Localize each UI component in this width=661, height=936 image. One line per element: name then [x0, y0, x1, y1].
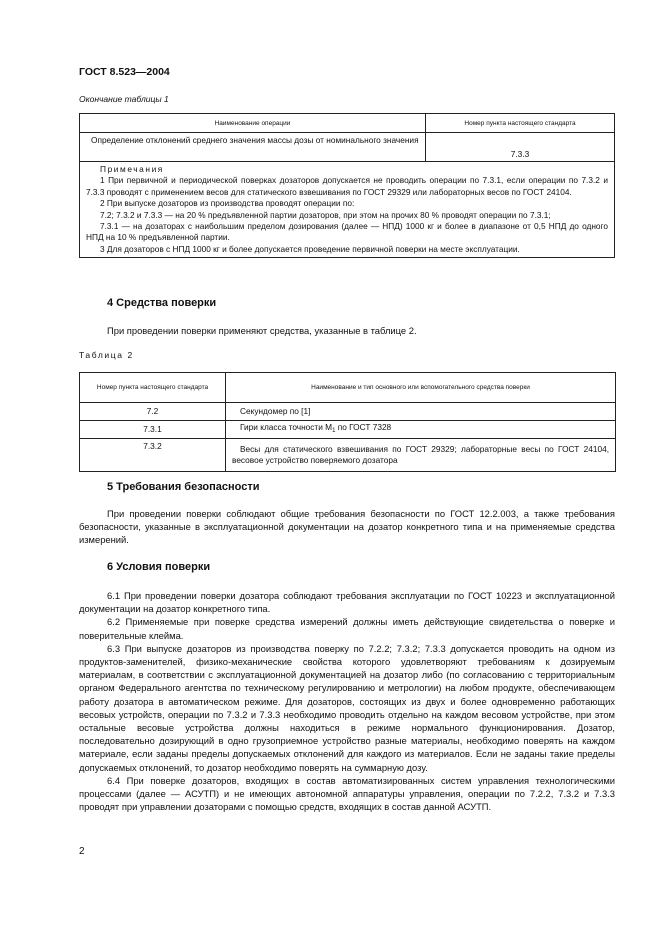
table-row — [80, 439, 616, 472]
table2-name-text — [232, 422, 609, 437]
section-6-paragraph: 6.4 При поверке дозаторов, входящих в состав автоматизированных систем управления технологическими процессами (далее — АСУТП) и не имеющих автономной аппаратуры управления, операции по 7.2.2, 7.3.2 и 7.3.3 проводят при управлении дозаторами с помощью средств, входящих в состав данной АСУТП. — [79, 774, 615, 813]
section-5-paragraph: При проведении поверки соблюдают общие требования безопасности по ГОСТ 12.2.003, а также требования безопасности, указанные в эксплуатационной документации на дозатор конкретного типа и на применяемые средства измерений. — [79, 508, 615, 546]
table2-caption: Таблица 2 — [79, 350, 134, 360]
note-item: 7.2; 7.3.2 и 7.3.3 — на 20 % предъявленной партии дозаторов, при этом на прочих 80 % проводят операции по 7.3.1; — [100, 209, 551, 220]
note-item: 2 При выпуске дозаторов из производства проводят операции по: — [100, 198, 355, 209]
section-4-text — [79, 324, 615, 337]
table-1 — [79, 113, 615, 258]
table2-name-text: Весы для статического взвешивания по ГОСТ 29329; лабораторные весы по ГОСТ 24104, весовое устройство поверяемого дозатора — [232, 444, 609, 465]
table2-col2-header: Наименование и тип основного или вспомогательного средства поверки — [226, 373, 616, 403]
section-4-title: 4 Средства поверки — [107, 297, 217, 309]
table1-operation-cell: Определение отклонений среднего значения массы дозы от номинального значения — [80, 133, 426, 162]
document-header: ГОСТ 8.523—2004 — [79, 66, 170, 78]
table1-col1-header: Наименование операции — [80, 114, 426, 133]
section-6-text — [79, 589, 615, 813]
table2-ref-cell: 7.3.2 — [80, 439, 226, 472]
section-4-paragraph: При проведении поверки применяют средства, указанные в таблице 2. — [107, 325, 417, 336]
subscript: 1 — [332, 428, 336, 434]
note-item: 3 Для дозаторов с НПД 1000 кг и более допускается проведение первичной поверки на месте эксплуатации. — [100, 243, 520, 254]
table2-ref-cell: 7.2 — [80, 403, 226, 421]
notes-title: Примечания — [100, 164, 164, 174]
table1-caption: Окончание таблицы 1 — [79, 94, 169, 104]
page-number: 2 — [79, 846, 85, 857]
section-5-title: 5 Требования безопасности — [107, 481, 260, 493]
table2-name-text: Секундомер по [1] — [240, 406, 311, 416]
name-text-main: Гири класса точности М — [240, 422, 333, 432]
table-row — [80, 421, 616, 439]
table1-ref-cell: 7.3.3 — [426, 133, 615, 162]
section-5-text — [79, 507, 615, 547]
section-6-paragraph: 6.3 При выпуске дозаторов из производства поверку по 7.2.2; 7.3.2; 7.3.3 допускается проводить на одном из продуктов-заменителей, физико-механические свойства которого удовлетворяют требованиям к дозируемым материалам, в соответствии с эксплуатационной документацией на дозатор либо (по согласованию с территориальным органом Федерального агентства по техническому регулированию и метрологии) на любом продукте, обеспечивающем работу дозатора в автоматическом режиме. Для дозаторов, состоящих из двух и более одновременно работающих весовых устройств, операции по 7.3.2 и 7.3.3 необходимо проводить отдельно на каждом весовом устройстве, при этом остальные весовые устройства должны находиться в режиме нормального функционирования. Дозатор, последовательно дозирующий в одно грузоприемное устройство разные материалы, необходимо поверять на каждом материале, если заданы пределы допускаемых отклонений для каждого из материалов. Если не заданы такие пределы допускаемых отклонений, то дозатор необходимо поверять на суммарную дозу. — [79, 642, 615, 773]
table1-col2-header: Номер пункта настоящего стандарта — [426, 114, 615, 133]
table-2 — [79, 372, 616, 472]
table-row — [80, 403, 616, 421]
table2-col1-header: Номер пункта настоящего стандарта — [80, 373, 226, 403]
note-item: 1 При первичной и периодической поверках дозаторов допускается не проводить операции по 7.3.1, если операции по 7.3.2 и 7.3.3 проводят с применением весов для статического взвешивания по ГОСТ 29329 или лабораторных весов по ГОСТ 24104. — [86, 175, 608, 197]
section-6-paragraph: 6.1 При проведении поверки дозатора соблюдают требования эксплуатации по ГОСТ 10223 и эксплуатационной документации на дозатор конкретного типа. — [79, 590, 615, 615]
table2-ref-cell: 7.3.1 — [80, 421, 226, 439]
section-6-title: 6 Условия поверки — [107, 561, 211, 573]
table-row — [80, 133, 615, 162]
section-6-paragraph: 6.2 Применяемые при поверке средства измерений должны иметь действующие свидетельства о поверке и поверительные клейма. — [79, 616, 615, 641]
note-item: 7.3.1 — на дозаторах с наибольшим пределом дозирования (далее — НПД) 1000 кг и более в диапазоне от 0,5 НПД до одного НПД на 10 % предъявленной партии. — [86, 221, 608, 243]
table1-notes — [80, 162, 615, 258]
name-text-rest: по ГОСТ 7328 — [335, 422, 392, 432]
table2-name-cell — [226, 439, 616, 472]
table2-name-cell — [226, 421, 616, 439]
table2-name-cell — [226, 403, 616, 421]
